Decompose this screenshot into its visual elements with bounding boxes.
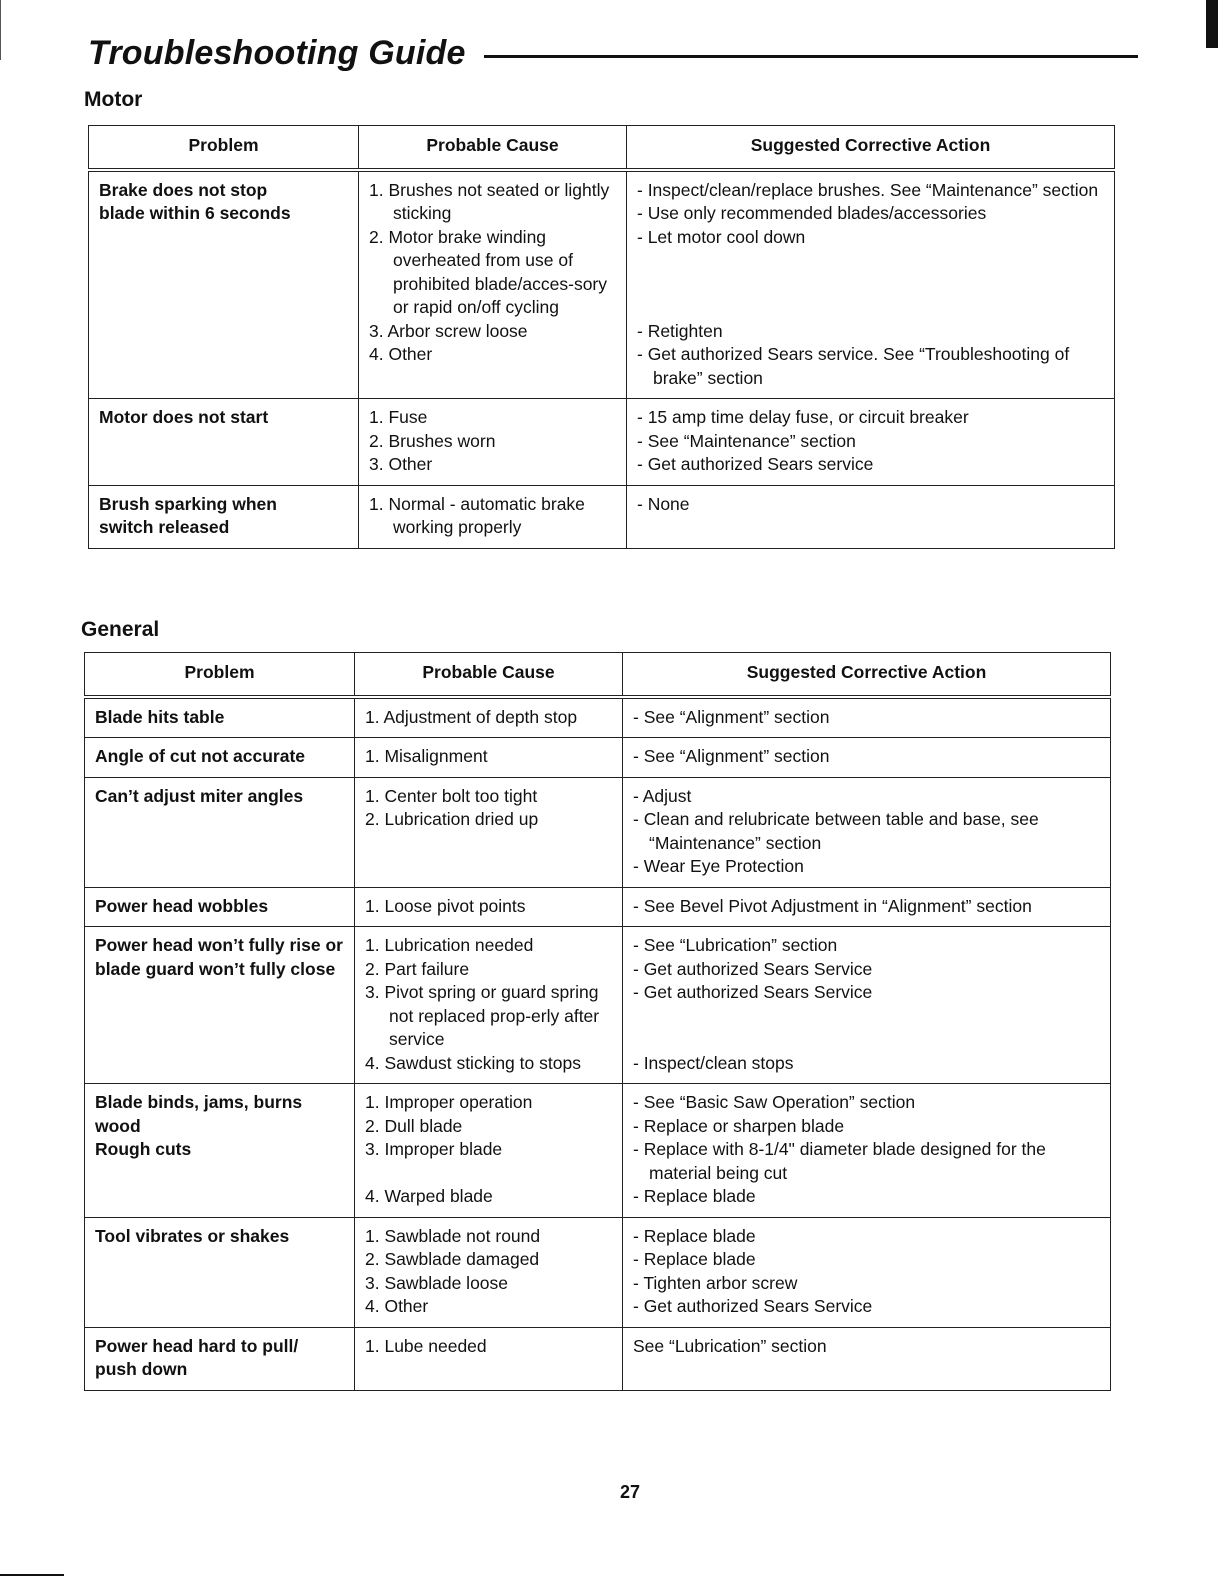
action-item <box>633 1028 1100 1052</box>
action-cell <box>623 927 1111 1084</box>
action-cell <box>623 1327 1111 1390</box>
footer-edge-line <box>0 1574 64 1576</box>
cause-item: 2. Part failure <box>365 958 470 979</box>
problem-cell <box>85 697 355 738</box>
header-probable-cause: Probable Cause <box>359 126 627 170</box>
action-item: - See “Alignment” section <box>633 706 830 727</box>
action-item <box>633 1005 1100 1029</box>
action-item: - Replace or sharpen blade <box>633 1115 845 1136</box>
cause-cell <box>355 887 623 927</box>
action-item: - Get authorized Sears Service <box>633 1296 873 1316</box>
problem-text: Power head won’t fully rise or blade guard won’t fully close <box>95 935 343 979</box>
header-corrective-action: Suggested Corrective Action <box>627 126 1115 170</box>
action-item: - See “Basic Saw Operation” section <box>633 1092 916 1112</box>
section-heading-general: General <box>81 618 160 641</box>
cause-item: 1. Center bolt too tight <box>365 785 538 806</box>
action-item: - Clean and relubricate between table and base, see “Maintenance” section <box>633 809 1039 853</box>
action-cell <box>623 887 1111 927</box>
title-rule <box>484 55 1138 58</box>
problem-cell <box>89 399 359 486</box>
action-item: - Inspect/clean stops <box>633 1052 794 1073</box>
action-cell <box>623 1084 1111 1218</box>
action-item: - Use only recommended blades/accessories <box>637 203 987 223</box>
problem-cell <box>89 485 359 548</box>
action-item: - Replace blade <box>633 1225 756 1246</box>
cause-item: 1. Misalignment <box>365 746 488 766</box>
action-item: See “Lubrication” section <box>633 1335 827 1356</box>
cause-item: 1. Fuse <box>369 407 428 427</box>
header-problem: Problem <box>89 126 359 170</box>
action-item: - Wear Eye Protection <box>633 856 804 876</box>
cause-item: 3. Pivot spring or guard spring not replaced prop-erly after service <box>365 982 600 1049</box>
action-item <box>637 273 1104 297</box>
action-item: - Replace blade <box>633 1186 756 1206</box>
problem-cell <box>85 1084 355 1218</box>
action-item: - Get authorized Sears service. See “Troubleshooting of brake” section <box>637 344 1070 388</box>
table-row <box>85 1084 1111 1218</box>
motor-table <box>88 125 1115 549</box>
cause-item: 4. Other <box>365 1296 429 1316</box>
table-row <box>89 399 1115 486</box>
action-item <box>637 249 1104 273</box>
problem-cell <box>85 887 355 927</box>
action-item: - Let motor cool down <box>637 226 806 247</box>
cause-cell <box>359 170 627 399</box>
action-cell <box>627 485 1115 548</box>
action-item: - See “Maintenance” section <box>637 430 856 451</box>
action-item: - Retighten <box>637 320 723 341</box>
problem-text: Brake does not stop <box>99 179 268 200</box>
table-row <box>85 887 1111 927</box>
cause-item <box>365 1162 612 1186</box>
action-cell <box>623 738 1111 778</box>
cause-item: 1. Improper operation <box>365 1092 533 1112</box>
cause-item: 2. Dull blade <box>365 1115 463 1136</box>
action-item: - Tighten arbor screw <box>633 1272 798 1293</box>
cause-item: 1. Adjustment of depth stop <box>365 706 578 727</box>
cause-cell <box>359 485 627 548</box>
cause-item: 1. Loose pivot points <box>365 895 526 916</box>
problem-cell <box>89 170 359 399</box>
action-item: - See “Lubrication” section <box>633 935 838 955</box>
cause-cell <box>355 697 623 738</box>
general-table-body <box>85 697 1111 1391</box>
title-row <box>88 34 1138 73</box>
table-row <box>85 777 1111 887</box>
action-cell <box>623 777 1111 887</box>
problem-text: Power head wobbles <box>95 895 269 916</box>
problem-cell <box>85 1327 355 1390</box>
action-item: - Replace blade <box>633 1249 756 1269</box>
action-cell <box>627 399 1115 486</box>
cause-item: 2. Brushes worn <box>369 430 496 451</box>
table-header-row <box>85 653 1111 697</box>
action-item: - 15 amp time delay fuse, or circuit breaker <box>637 407 969 427</box>
problem-cell <box>85 1217 355 1327</box>
cause-item: 4. Warped blade <box>365 1186 493 1206</box>
action-cell <box>623 697 1111 738</box>
cause-cell <box>359 399 627 486</box>
cause-cell <box>355 1327 623 1390</box>
page-title: Troubleshooting Guide <box>88 34 466 72</box>
problem-text: Power head hard to pull/ push down <box>95 1335 299 1379</box>
cause-item: 3. Arbor screw loose <box>369 320 528 341</box>
problem-text: Rough cuts <box>95 1139 192 1159</box>
cause-cell <box>355 1084 623 1218</box>
cause-item: 2. Sawblade damaged <box>365 1249 540 1269</box>
scan-edge-line <box>0 0 1 60</box>
cause-item: 1. Normal - automatic brake working properly <box>369 493 585 537</box>
action-item: - See “Alignment” section <box>633 746 830 766</box>
cause-item: 3. Improper blade <box>365 1139 503 1159</box>
cause-item: 1. Brushes not seated or lightly sticking <box>369 179 610 223</box>
table-row <box>89 485 1115 548</box>
cause-cell <box>355 1217 623 1327</box>
cause-cell <box>355 927 623 1084</box>
table-row <box>85 1217 1111 1327</box>
action-cell <box>627 170 1115 399</box>
header-corrective-action: Suggested Corrective Action <box>623 653 1111 697</box>
table-row <box>85 697 1111 738</box>
cause-item: 4. Other <box>369 344 433 364</box>
problem-cell <box>85 927 355 1084</box>
cause-item: 1. Sawblade not round <box>365 1225 541 1246</box>
action-item: - Get authorized Sears Service <box>633 982 873 1002</box>
header-probable-cause: Probable Cause <box>355 653 623 697</box>
action-item: - Replace with 8-1/4" diameter blade designed for the material being cut <box>633 1139 1046 1183</box>
cause-item: 4. Sawdust sticking to stops <box>365 1052 581 1073</box>
problem-text: Blade hits table <box>95 706 225 727</box>
table-row <box>85 1327 1111 1390</box>
cause-cell <box>355 777 623 887</box>
action-item: - Get authorized Sears service <box>637 454 874 474</box>
problem-text: Motor does not start <box>99 407 269 427</box>
problem-text: switch released <box>99 517 230 537</box>
cause-item: 2. Motor brake winding overheated from use of prohibited blade/acces-sory or rapid on/off cycling <box>369 226 608 317</box>
action-cell <box>623 1217 1111 1327</box>
table-header-row <box>89 126 1115 170</box>
page-number: 27 <box>620 1482 641 1502</box>
table-row <box>85 738 1111 778</box>
cause-cell <box>355 738 623 778</box>
section-heading-motor: Motor <box>84 88 143 111</box>
table-row <box>89 170 1115 399</box>
cause-item: 3. Other <box>369 454 433 474</box>
action-item <box>637 296 1104 320</box>
action-item: - Get authorized Sears Service <box>633 958 873 979</box>
motor-table-body <box>89 170 1115 549</box>
cause-item: 3. Sawblade loose <box>365 1272 509 1293</box>
action-item: - Inspect/clean/replace brushes. See “Maintenance” section <box>637 179 1099 200</box>
problem-text: Can’t adjust miter angles <box>95 785 304 806</box>
action-item: - See Bevel Pivot Adjustment in “Alignment” section <box>633 895 1032 916</box>
problem-cell <box>85 777 355 887</box>
page-edge-marker <box>1206 0 1218 48</box>
cause-item: 1. Lubrication needed <box>365 935 534 955</box>
problem-text: Blade binds, jams, burns wood <box>95 1092 303 1136</box>
problem-cell <box>85 738 355 778</box>
cause-item: 1. Lube needed <box>365 1335 487 1356</box>
action-item: - None <box>637 493 690 514</box>
action-item: - Adjust <box>633 785 692 806</box>
general-table <box>84 652 1111 1391</box>
problem-text: Angle of cut not accurate <box>95 746 306 766</box>
problem-text: Brush sparking when <box>99 493 277 514</box>
cause-item: 2. Lubrication dried up <box>365 809 539 829</box>
header-problem: Problem <box>85 653 355 697</box>
table-row <box>85 927 1111 1084</box>
problem-text: Tool vibrates or shakes <box>95 1225 290 1246</box>
problem-text: blade within 6 seconds <box>99 203 291 223</box>
